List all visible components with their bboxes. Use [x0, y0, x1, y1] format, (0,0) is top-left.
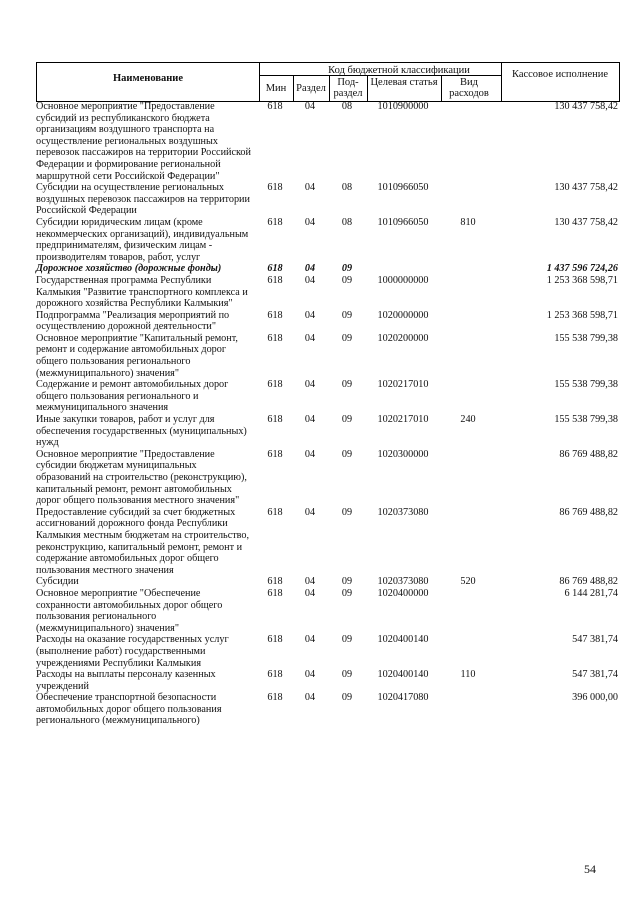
row-razdel: 04: [304, 506, 316, 518]
row-razdel: 04: [304, 274, 316, 286]
row-razdel: 04: [304, 587, 316, 599]
row-podrazdel: 09: [341, 332, 353, 344]
row-name: Основное мероприятие "Предоставление субсидий из республиканского бюджета организациям воздушного транспорта на осуществление региональных воздушных перевозок пассажиров на территории Российской Федерации и формирование региональной маршрутной сети Российской Федерации": [36, 101, 251, 182]
row-min: 618: [267, 448, 283, 460]
row-min: 618: [267, 587, 283, 599]
row-celevaya: 1020217010: [377, 379, 429, 391]
row-name: Государственная программа Республики Калмыкия "Развитие транспортного комплекса и дорожного хозяйства Республики Калмыкия": [36, 274, 248, 310]
row-celevaya: 1000000000: [377, 274, 429, 286]
row-min: 618: [267, 414, 283, 426]
table-row: [36, 669, 618, 692]
row-podrazdel: 08: [341, 216, 353, 228]
row-celevaya: 1020300000: [377, 448, 429, 460]
row-podrazdel: 09: [341, 506, 353, 518]
row-celevaya: 1020000000: [377, 309, 429, 321]
row-razdel: 04: [304, 182, 316, 194]
row-name: Предоставление субсидий за счет бюджетных ассигнований дорожного фонда Республики Калмыкия местным бюджетам на строительство, реконструкцию, капитальный ремонт, ремонт и содержание автомобильных дорог общего пользования местного значения: [36, 506, 250, 576]
header-divider: [259, 63, 260, 101]
header-celevaya: Целевая статья: [370, 77, 438, 88]
row-razdel: 04: [304, 414, 316, 426]
row-celevaya: 1020200000: [377, 332, 429, 344]
row-execution: 155 538 799,38: [554, 414, 618, 426]
header-podrazdel: Под-раздел: [333, 77, 363, 99]
header-execution: Кассовое исполнение: [511, 69, 609, 80]
row-celevaya: 1010966050: [377, 182, 429, 194]
row-min: 618: [267, 274, 283, 286]
row-min: 618: [267, 692, 283, 704]
row-execution: 396 000,00: [572, 692, 618, 704]
header-divider: [441, 75, 442, 101]
row-execution: 547 381,74: [572, 669, 618, 681]
row-razdel: 04: [304, 309, 316, 321]
row-celevaya: 1020373080: [377, 506, 429, 518]
table-row: [36, 634, 618, 669]
row-name: Дорожное хозяйство (дорожные фонды): [36, 263, 222, 275]
row-celevaya: 1020373080: [377, 576, 429, 588]
row-vid: 240: [460, 414, 476, 426]
row-name: Обеспечение транспортной безопасности автомобильных дорог общего пользования регионального (межмуниципального): [36, 692, 222, 727]
row-razdel: 04: [304, 216, 316, 228]
header-name: Наименование: [113, 73, 183, 84]
row-execution: 155 538 799,38: [554, 332, 618, 344]
row-vid: 110: [460, 669, 476, 681]
row-razdel: 04: [304, 576, 316, 588]
row-razdel: 04: [304, 263, 316, 275]
header-divider: [367, 75, 368, 101]
row-min: 618: [267, 379, 283, 391]
row-name: Основное мероприятие "Капитальный ремонт, ремонт и содержание автомобильных дорог общего пользования регионального (межмуниципального) значения": [36, 332, 238, 379]
row-podrazdel: 09: [341, 379, 353, 391]
row-name: Основное мероприятие "Обеспечение сохранности автомобильных дорог общего пользования регионального (межмуниципального) значения": [36, 587, 223, 634]
row-podrazdel: 09: [341, 309, 353, 321]
row-min: 618: [267, 576, 283, 588]
row-podrazdel: 09: [341, 576, 353, 588]
row-name: Субсидии на осуществление региональных воздушных перевозок пассажиров на территории Российской Федерации: [36, 182, 250, 217]
table-row: [36, 333, 618, 379]
row-celevaya: 1010966050: [377, 216, 429, 228]
row-podrazdel: 08: [341, 101, 353, 112]
row-execution: 547 381,74: [572, 634, 618, 646]
row-podrazdel: 09: [341, 669, 353, 681]
row-min: 618: [267, 332, 283, 344]
table-row: [36, 414, 618, 449]
header-min: Мин: [265, 83, 287, 94]
row-podrazdel: 08: [341, 182, 353, 194]
row-min: 618: [267, 101, 283, 112]
header-divider: [293, 75, 294, 101]
table-row: [36, 310, 618, 333]
row-razdel: 04: [304, 379, 316, 391]
row-razdel: 04: [304, 332, 316, 344]
row-min: 618: [267, 506, 283, 518]
row-razdel: 04: [304, 692, 316, 704]
row-execution: 86 769 488,82: [559, 448, 618, 460]
row-razdel: 04: [304, 448, 316, 460]
header-razdel: Раздел: [296, 83, 326, 94]
row-vid: 810: [460, 216, 476, 228]
row-execution: 1 437 596 724,26: [546, 263, 618, 275]
table-row: [36, 692, 618, 727]
row-celevaya: 1020400000: [377, 587, 429, 599]
table-row: [36, 217, 618, 263]
row-execution: 130 437 758,42: [554, 101, 618, 112]
row-min: 618: [267, 182, 283, 194]
row-name: Расходы на оказание государственных услуг (выполнение работ) государственными учреждениями Республики Калмыкия: [36, 634, 229, 669]
row-execution: 1 253 368 598,71: [546, 309, 618, 321]
page-number: 54: [584, 862, 596, 876]
table-row: [36, 379, 618, 414]
row-name: Расходы на выплаты персоналу казенных учреждений: [36, 669, 216, 692]
row-execution: 6 144 281,74: [564, 587, 618, 599]
table-row: [36, 507, 618, 577]
table-body: [36, 101, 618, 727]
row-name: Основное мероприятие "Предоставление субсидии бюджетам муниципальных образований на строительство (реконструкцию), капитальный ремонт, ремонт автомобильных дорог общего пользования местного значения": [36, 448, 247, 507]
row-podrazdel: 09: [341, 692, 353, 704]
row-execution: 155 538 799,38: [554, 379, 618, 391]
row-execution: 130 437 758,42: [554, 216, 618, 228]
table-row: [36, 576, 618, 588]
header-divider: [501, 63, 502, 101]
row-execution: 1 253 368 598,71: [546, 274, 618, 286]
row-podrazdel: 09: [341, 634, 353, 646]
row-celevaya: 1020217010: [377, 414, 429, 426]
row-name: Подпрограмма "Реализация мероприятий по осуществлению дорожной деятельности": [36, 309, 230, 333]
row-vid: 520: [460, 576, 476, 588]
header-rule: [259, 75, 501, 76]
row-name: Субсидии юридическим лицам (кроме некоммерческих организаций), индивидуальным предпринимателям, физическим лицам - производителям товаров, работ, услуг: [36, 216, 249, 263]
table-header: [36, 62, 620, 102]
table-row: [36, 449, 618, 507]
row-razdel: 04: [304, 669, 316, 681]
row-min: 618: [267, 263, 283, 275]
row-podrazdel: 09: [341, 587, 353, 599]
row-celevaya: 1020400140: [377, 669, 429, 681]
row-podrazdel: 09: [341, 414, 353, 426]
row-execution: 130 437 758,42: [554, 182, 618, 194]
row-razdel: 04: [304, 634, 316, 646]
row-min: 618: [267, 216, 283, 228]
header-vid: Вид расходов: [449, 77, 489, 99]
table-row: [36, 101, 618, 182]
row-min: 618: [267, 634, 283, 646]
table-row: [36, 263, 618, 275]
header-divider: [329, 75, 330, 101]
row-podrazdel: 09: [341, 448, 353, 460]
row-podrazdel: 09: [341, 263, 353, 275]
row-min: 618: [267, 669, 283, 681]
row-celevaya: 1020417080: [377, 692, 429, 704]
row-podrazdel: 09: [341, 274, 353, 286]
table-row: [36, 182, 618, 217]
row-name: Иные закупки товаров, работ и услуг для обеспечения государственных (муниципальных) нужд: [36, 414, 247, 449]
table-row: [36, 275, 618, 310]
header-code-group: Код бюджетной классификации: [328, 65, 470, 76]
row-execution: 86 769 488,82: [559, 576, 618, 588]
row-celevaya: 1020400140: [377, 634, 429, 646]
row-name: Содержание и ремонт автомобильных дорог общего пользования регионального и межмуниципального значения: [36, 379, 229, 414]
row-execution: 86 769 488,82: [559, 506, 618, 518]
table-row: [36, 588, 618, 634]
row-name: Субсидии: [36, 576, 79, 588]
row-celevaya: 1010900000: [377, 101, 429, 112]
row-min: 618: [267, 309, 283, 321]
row-razdel: 04: [304, 101, 316, 112]
